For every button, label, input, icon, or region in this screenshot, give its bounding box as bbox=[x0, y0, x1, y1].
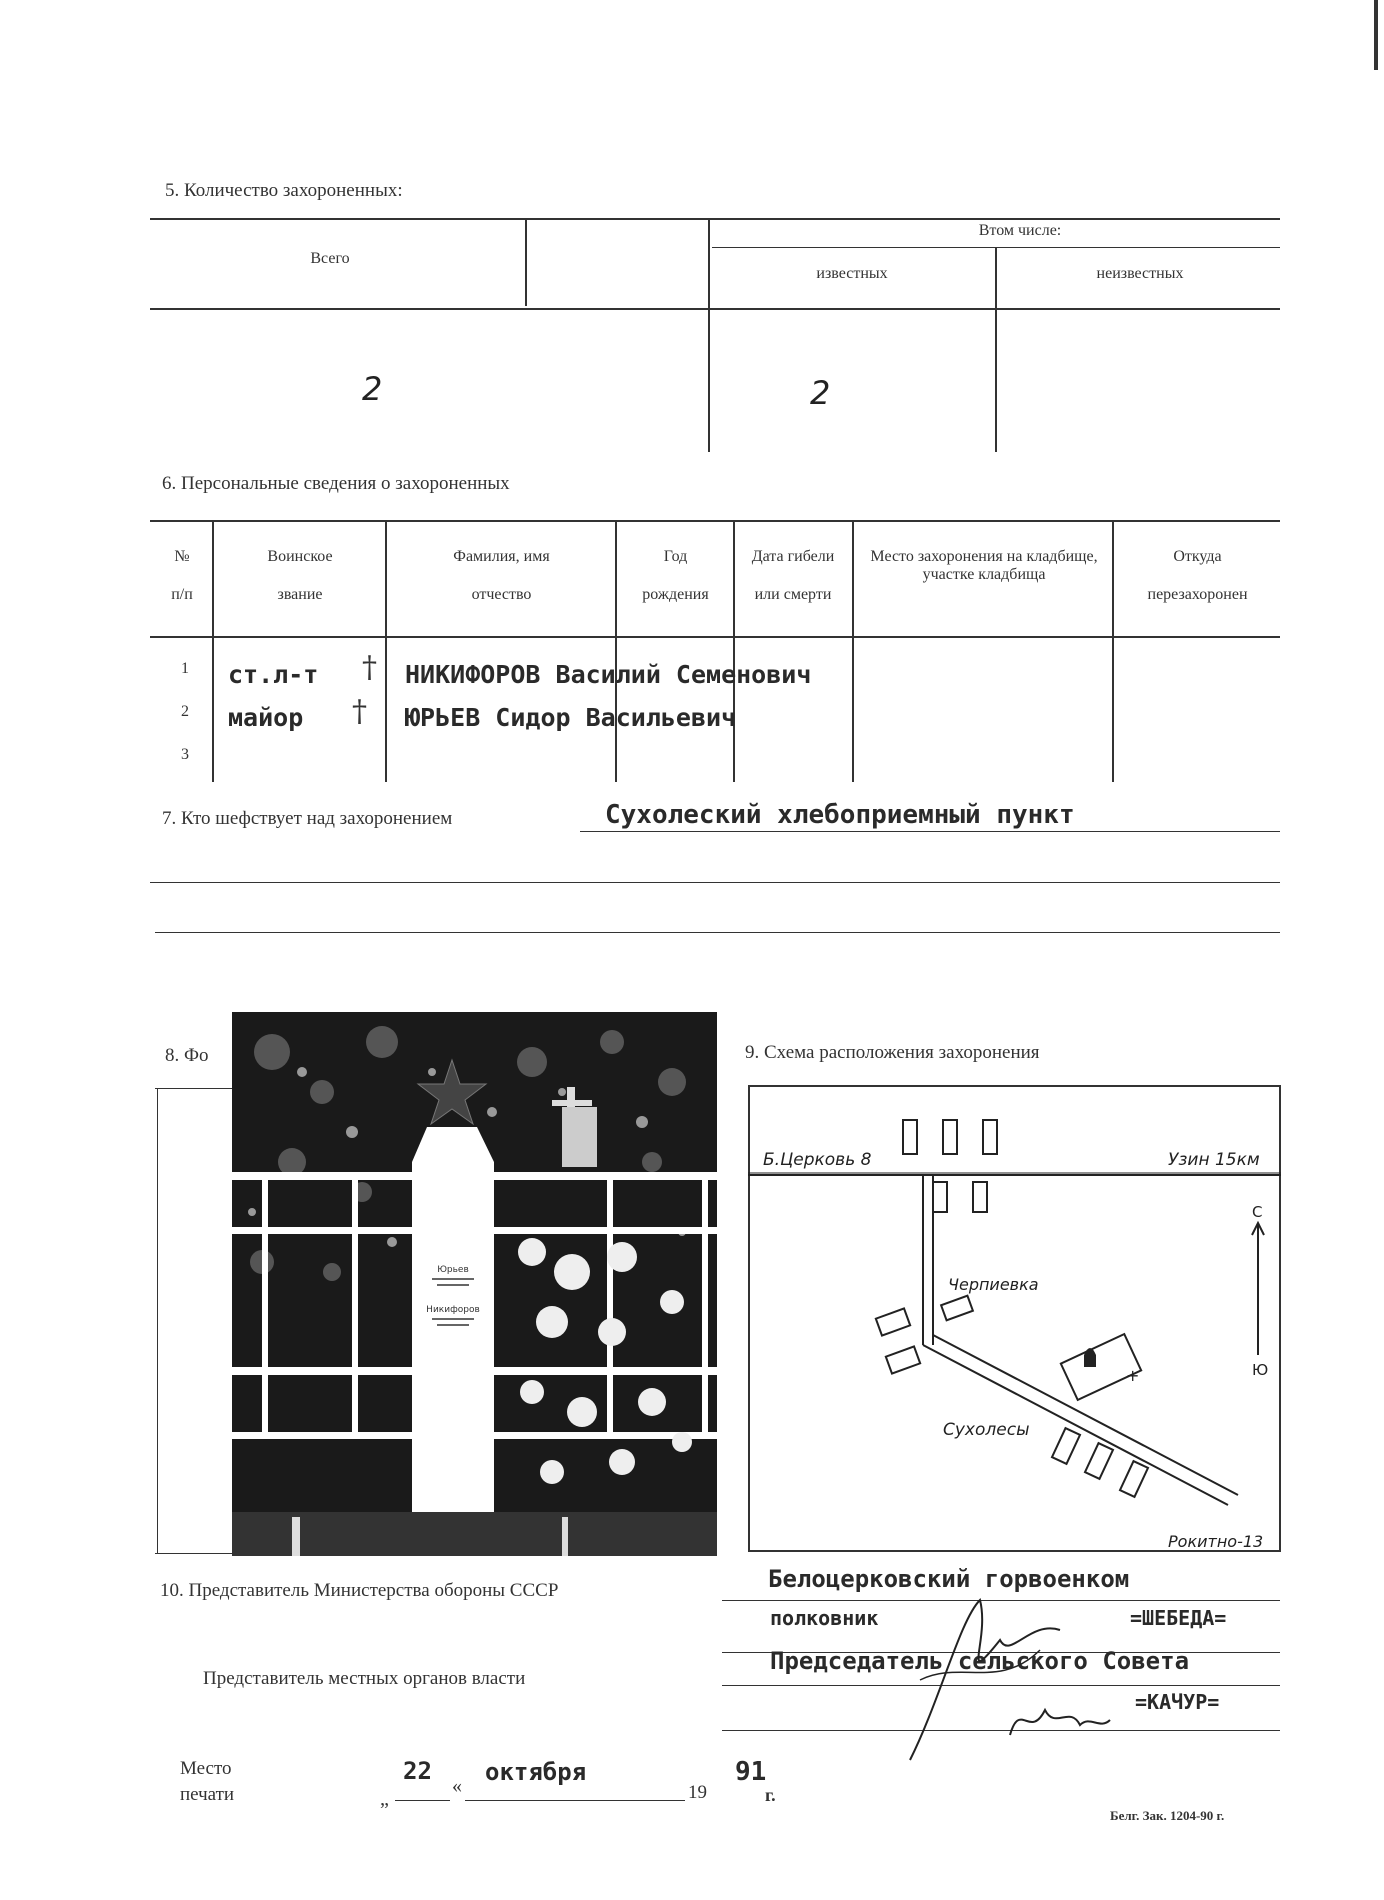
map-village2: Сухолесы bbox=[943, 1420, 1030, 1440]
section5-title: 5. Количество захороненных: bbox=[165, 180, 403, 201]
section7-value: Сухолеский хлебоприемный пункт bbox=[605, 800, 1075, 830]
hdr-year-1: Год bbox=[663, 548, 688, 565]
hdr-name-2: отчество bbox=[471, 586, 532, 603]
hdr-rank-1: Воинское bbox=[267, 548, 333, 565]
local-label: Представитель местных органов власти bbox=[203, 1668, 526, 1689]
row-rank: майор bbox=[228, 703, 304, 732]
hdr-date-2: или смерти bbox=[754, 586, 832, 603]
plaque-line1: Юрьев bbox=[437, 1265, 469, 1275]
hdr-num-2: п/п bbox=[171, 586, 193, 603]
section10-label: 10. Представитель Министерства обороны СССР bbox=[160, 1580, 559, 1601]
hdr-rank-2: звание bbox=[277, 586, 323, 603]
scan-edge bbox=[1374, 0, 1378, 70]
divider bbox=[150, 520, 1280, 522]
hdr-year-2: рождения bbox=[642, 586, 709, 603]
mo-rank: полковник bbox=[770, 1606, 879, 1630]
row-name: ЮРЬЕВ Сидор Васильевич bbox=[405, 703, 737, 732]
row-num: 3 bbox=[181, 746, 189, 763]
divider bbox=[150, 882, 1280, 883]
map-west-road: Б.Церковь 8 bbox=[763, 1150, 872, 1170]
row-num: 2 bbox=[181, 703, 189, 720]
col-including-header: Втом числе: bbox=[978, 222, 1062, 239]
burial-scheme-map bbox=[748, 1085, 1281, 1565]
compass-north: С bbox=[1252, 1203, 1263, 1221]
signature-mo bbox=[900, 1580, 1070, 1780]
cross-icon: + bbox=[1126, 1366, 1140, 1385]
cross-icon: † bbox=[362, 650, 377, 685]
divider bbox=[150, 218, 1280, 220]
divider bbox=[395, 1800, 450, 1801]
value-known: 2 bbox=[810, 374, 831, 412]
year-prefix: 19 bbox=[688, 1782, 707, 1803]
col-total-header: Всего bbox=[310, 250, 350, 267]
section7-label: 7. Кто шефствует над захоронением bbox=[162, 808, 453, 829]
divider bbox=[155, 932, 1280, 933]
divider bbox=[465, 1800, 685, 1801]
divider bbox=[155, 1088, 235, 1089]
print-info: Белг. Зак. 1204-90 г. bbox=[1110, 1808, 1225, 1823]
divider bbox=[525, 218, 527, 306]
section6-title: 6. Персональные сведения о захороненных bbox=[162, 473, 510, 494]
row-name: НИКИФОРОВ Василий Семенович bbox=[405, 660, 812, 689]
hdr-name-1: Фамилия, имя bbox=[453, 548, 550, 565]
mo-line1: Белоцерковский горвоенком bbox=[768, 1565, 1130, 1593]
local-line1: Председатель сельского Совета bbox=[770, 1647, 1190, 1675]
divider bbox=[580, 831, 1280, 832]
divider bbox=[385, 520, 387, 782]
place-label-1: Место bbox=[180, 1758, 232, 1779]
divider bbox=[852, 520, 854, 782]
cross-icon: † bbox=[352, 694, 367, 729]
hdr-num-1: № bbox=[174, 548, 190, 565]
local-name: =КАЧУР= bbox=[1135, 1690, 1220, 1714]
col-known-header: известных bbox=[816, 265, 888, 282]
place-label-2: печати bbox=[180, 1784, 235, 1805]
divider bbox=[995, 248, 997, 452]
divider bbox=[708, 218, 710, 452]
map-east-road: Узин 15км bbox=[1168, 1150, 1260, 1170]
map-south-road: Рокитно-13 bbox=[1168, 1532, 1264, 1551]
value-total: 2 bbox=[362, 370, 383, 408]
divider bbox=[212, 520, 214, 782]
hdr-place: Место захоронения на кладбище, участке кладбища bbox=[870, 548, 1098, 583]
quote-open: „ bbox=[380, 1788, 389, 1810]
divider bbox=[1112, 520, 1114, 782]
year-g: г. bbox=[765, 1785, 776, 1805]
divider bbox=[150, 636, 1280, 638]
quote-close: « bbox=[452, 1775, 462, 1797]
section9-label: 9. Схема расположения захоронения bbox=[745, 1042, 1040, 1063]
signature-local bbox=[1000, 1690, 1120, 1750]
date-day: 22 bbox=[403, 1757, 432, 1785]
divider bbox=[615, 520, 617, 782]
hdr-from-1: Откуда bbox=[1173, 548, 1222, 565]
hdr-date-1: Дата гибели bbox=[751, 548, 835, 565]
plaque-line2: Никифоров bbox=[426, 1305, 480, 1315]
row-rank: ст.л-т bbox=[228, 660, 319, 689]
divider bbox=[157, 1088, 158, 1553]
hdr-from-2: перезахоронен bbox=[1147, 586, 1248, 603]
col-unknown-header: неизвестных bbox=[1096, 265, 1184, 282]
mo-name: =ШЕБЕДА= bbox=[1130, 1606, 1227, 1630]
date-month: октября bbox=[485, 1758, 587, 1786]
compass-south: Ю bbox=[1252, 1361, 1269, 1379]
map-village1: Черпиевка bbox=[948, 1275, 1039, 1294]
divider bbox=[150, 308, 1280, 310]
year-suffix: 91 bbox=[735, 1757, 767, 1787]
row-num: 1 bbox=[181, 660, 189, 677]
divider bbox=[155, 1553, 235, 1554]
section8-label: 8. Фо bbox=[165, 1045, 209, 1066]
memorial-photo bbox=[232, 1012, 717, 1556]
